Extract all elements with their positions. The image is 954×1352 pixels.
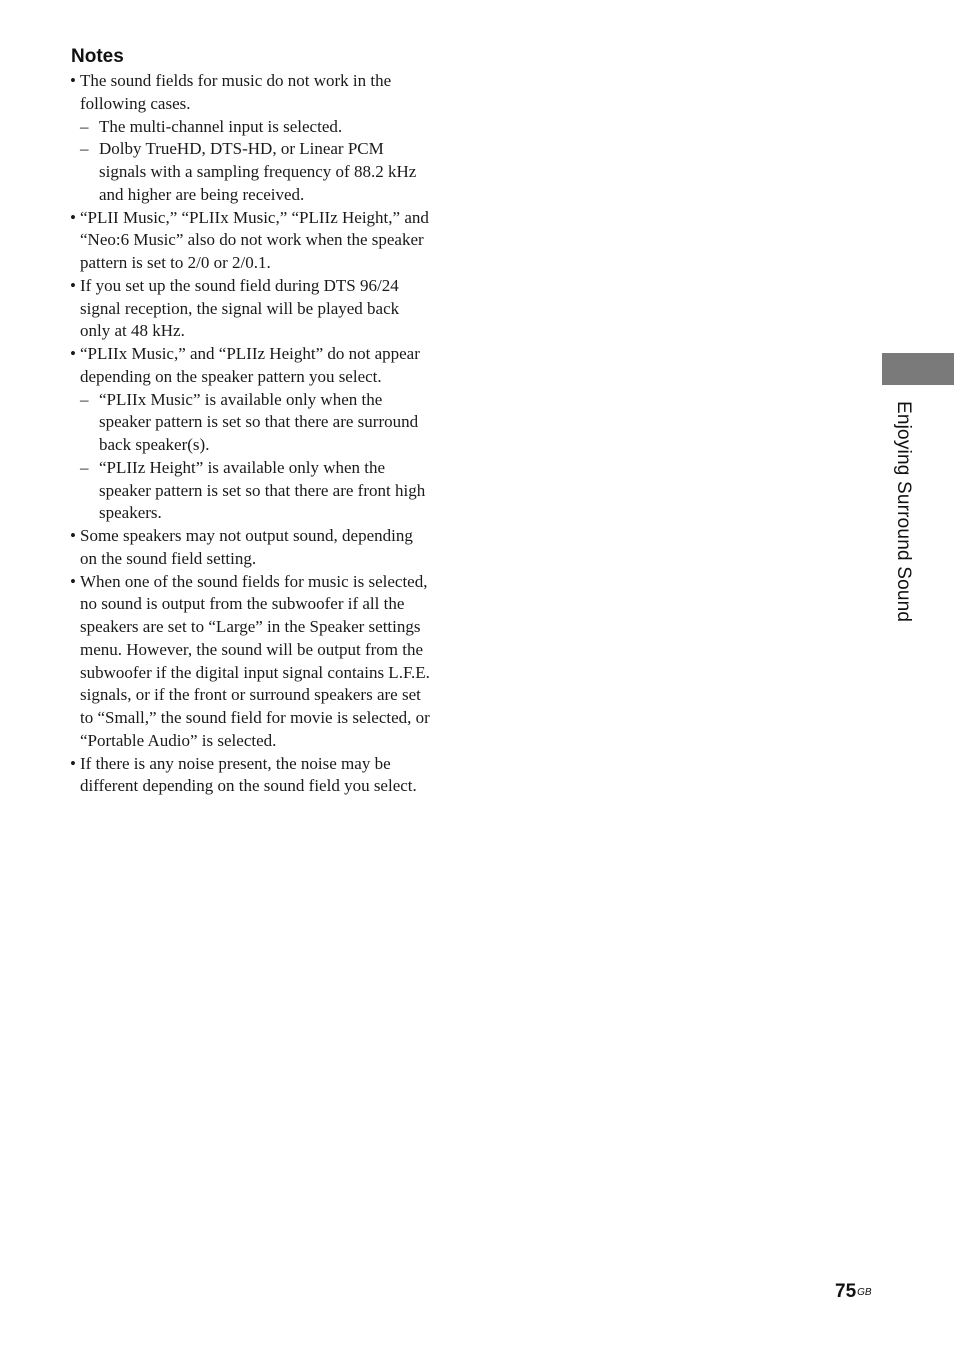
region-code: GB [857, 1287, 872, 1298]
bullet-line [70, 639, 452, 662]
line-text: on the sound field setting. [80, 548, 257, 568]
line-text: signals, or if the front or surround speakers are set [80, 685, 421, 705]
notes-heading: Notes [71, 46, 124, 67]
bullet-line [70, 320, 452, 343]
line-text: signals with a sampling frequency of 88.2 kHz [99, 162, 417, 181]
bullet-line [70, 93, 452, 116]
line-text: pattern is set to 2/0 or 2/0.1. [80, 253, 271, 272]
line-text: following cases. [80, 93, 191, 113]
line-text: depending on the speaker pattern you select. [80, 366, 382, 386]
line-text: “PLIIx Music” is available only when the [99, 389, 383, 409]
bullet-line [70, 229, 452, 252]
bullet-line [70, 525, 452, 548]
line-text: If you set up the sound field during DTS 96/24 [80, 275, 399, 295]
page-number-value: 75 [835, 1281, 857, 1302]
section-title: Enjoying Surround Sound [893, 401, 914, 623]
bullet-marker: • [70, 753, 76, 773]
dash-line [70, 434, 452, 457]
dash-line [70, 161, 452, 184]
bullet-marker: • [70, 571, 76, 591]
line-text: subwoofer if the digital input signal contains L.F.E. [80, 662, 430, 682]
line-text: only at 48 kHz. [80, 321, 185, 341]
bullet-line [70, 548, 452, 571]
bullet-line [70, 343, 452, 366]
line-text: “PLIIx Music,” and “PLIIz Height” do not appear [80, 344, 420, 363]
line-text: different depending on the sound field you select. [80, 776, 417, 796]
bullet-marker: • [70, 526, 76, 545]
bullet-line [70, 616, 452, 639]
dash-marker: – [80, 457, 89, 477]
line-text: signal reception, the signal will be played back [80, 298, 400, 318]
notes-section [70, 44, 452, 798]
dash-marker: – [80, 139, 89, 159]
bullet-marker: • [70, 275, 76, 295]
bullet-line [70, 70, 452, 93]
line-text: speaker pattern is set so that there are surround [99, 412, 419, 432]
bullet-line [70, 207, 452, 230]
line-text: and higher are being received. [99, 184, 305, 204]
line-text: The sound fields for music do not work in the [80, 71, 392, 90]
line-text: Some speakers may not output sound, depending [80, 526, 413, 545]
dash-line [70, 184, 452, 207]
line-text: The multi-channel input is selected. [99, 116, 343, 136]
dash-line [70, 389, 452, 412]
bullet-line [70, 684, 452, 707]
bullet-line [70, 298, 452, 321]
bullet-marker: • [70, 71, 76, 90]
dash-line [70, 502, 452, 525]
bullet-line [70, 593, 452, 616]
line-text: speakers are set to “Large” in the Speaker settings [80, 617, 421, 636]
bullet-line [70, 753, 452, 776]
dash-line [70, 116, 452, 139]
line-text: “Neo:6 Music” also do not work when the speaker [80, 230, 424, 250]
bullet-line [70, 662, 452, 685]
bullet-line [70, 275, 452, 298]
line-text: no sound is output from the subwoofer if all the [80, 594, 405, 614]
dash-line [70, 138, 452, 161]
bullet-marker: • [70, 207, 76, 227]
line-text: Dolby TrueHD, DTS-HD, or Linear PCM [99, 139, 384, 159]
dash-line [70, 457, 452, 480]
dash-marker: – [80, 389, 89, 409]
line-text: speaker pattern is set so that there are front high [99, 480, 426, 500]
dash-marker: – [80, 116, 89, 136]
dash-line [70, 480, 452, 503]
bullet-line [70, 775, 452, 798]
line-text: “Portable Audio” is selected. [80, 730, 277, 750]
bullet-line [70, 252, 452, 275]
line-text: to “Small,” the sound field for movie is selected, or [80, 708, 430, 727]
notes-list [70, 70, 452, 798]
bullet-line [70, 366, 452, 389]
section-tab-marker [882, 353, 954, 385]
bullet-line [70, 571, 452, 594]
bullet-marker: • [70, 344, 76, 363]
line-text: “PLIIz Height” is available only when the [99, 457, 386, 477]
line-text: When one of the sound fields for music is selected, [80, 571, 428, 591]
line-text: back speaker(s). [99, 435, 210, 454]
page-number [835, 1281, 872, 1303]
bullet-line [70, 707, 452, 730]
line-text: If there is any noise present, the noise may be [80, 753, 391, 773]
line-text: “PLII Music,” “PLIIx Music,” “PLIIz Height,” and [80, 207, 429, 227]
line-text: menu. However, the sound will be output from the [80, 639, 424, 659]
line-text: speakers. [99, 503, 162, 523]
dash-line [70, 411, 452, 434]
bullet-line [70, 730, 452, 753]
